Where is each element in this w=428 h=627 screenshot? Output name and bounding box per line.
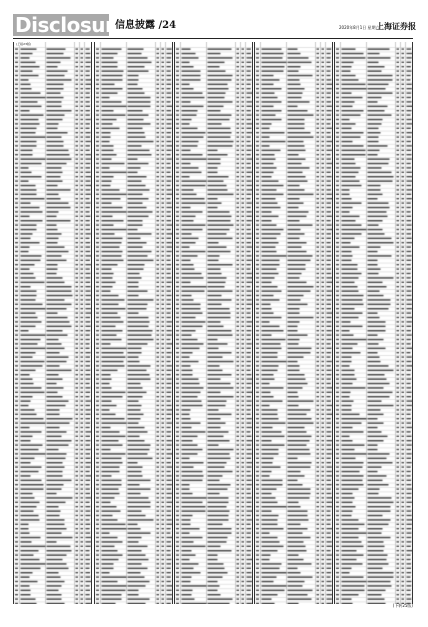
table-column-5 <box>334 42 413 604</box>
column-5-rows <box>335 42 412 604</box>
header-rule <box>13 38 413 39</box>
table-column-2 <box>94 42 173 604</box>
disclosure-logo: Disclosure <box>15 13 128 37</box>
table-column-4 <box>254 42 333 604</box>
column-1-rows <box>14 42 91 604</box>
column-3-rows <box>175 42 252 604</box>
issue-date: 2020年8月1日 星期六 <box>339 25 380 30</box>
newspaper-name: 上海证券报 <box>376 21 416 31</box>
table-column-1 <box>13 42 92 604</box>
section-title: 信息披露 /24 <box>115 20 177 31</box>
column-2-rows <box>95 42 172 604</box>
disclosure-table <box>13 42 413 604</box>
column-4-rows <box>255 42 332 604</box>
continuation-from-label: (上接23版) <box>16 42 32 46</box>
continuation-to-label: (下转25版) <box>392 603 413 608</box>
page-header <box>0 0 428 40</box>
table-column-3 <box>174 42 253 604</box>
